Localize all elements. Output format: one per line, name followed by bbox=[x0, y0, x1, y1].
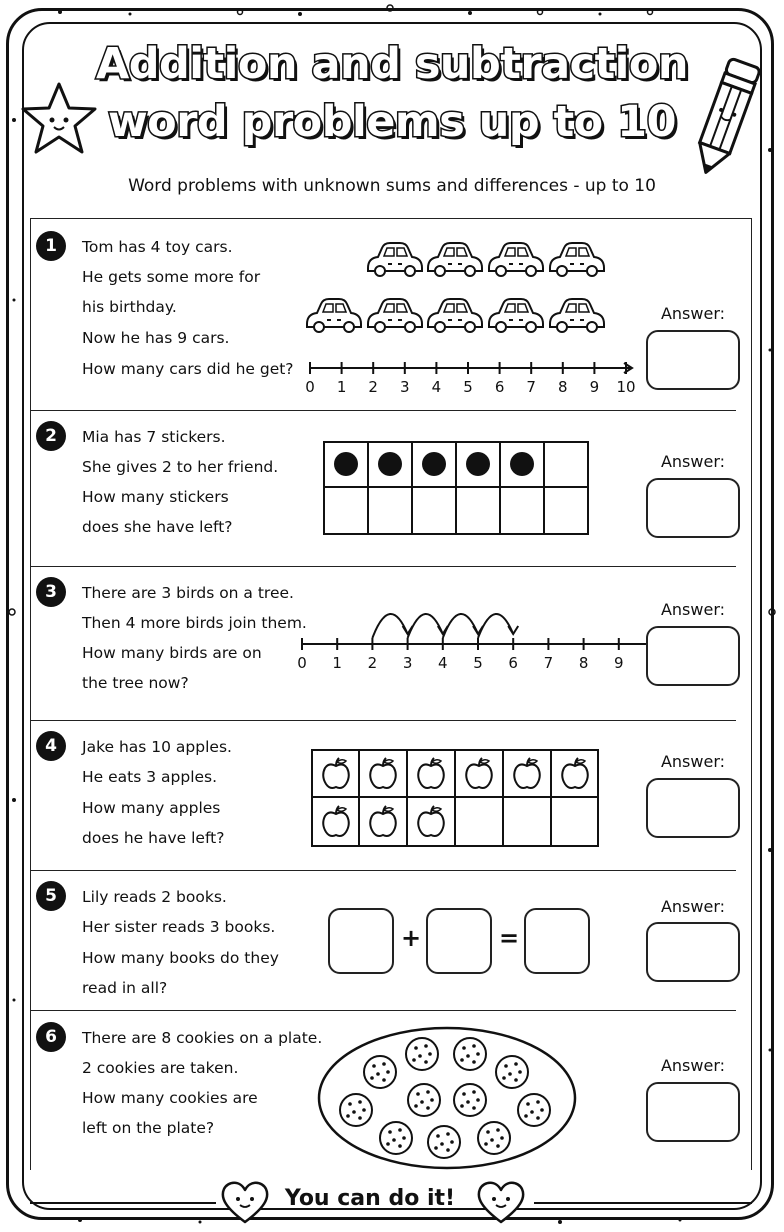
problem-1-text-line: his birthday. bbox=[82, 298, 177, 316]
problem-3-text-line: Then 4 more birds join them. bbox=[82, 614, 307, 632]
number-line-label: 9 bbox=[589, 378, 600, 396]
footer-rule-right bbox=[534, 1202, 752, 1204]
heart-icon bbox=[474, 1178, 528, 1226]
problem-divider bbox=[30, 566, 736, 567]
number-line-label: 4 bbox=[438, 654, 448, 672]
sticker-dot bbox=[378, 452, 402, 476]
toy-car-icon bbox=[428, 299, 482, 332]
number-line-label: 2 bbox=[367, 654, 378, 672]
problem-4-text-line: He eats 3 apples. bbox=[82, 768, 218, 786]
number-line-label: 6 bbox=[508, 654, 518, 672]
page-title-line-2: word problems up to 10 bbox=[107, 97, 677, 147]
problem-3-text-line: There are 3 birds on a tree. bbox=[82, 584, 294, 602]
problem-4-text-line: How many apples bbox=[82, 799, 221, 817]
number-line-label: 7 bbox=[543, 654, 554, 672]
problem-6-text-line: There are 8 cookies on a plate. bbox=[82, 1029, 323, 1047]
problem-5-text-line: Lily reads 2 books. bbox=[82, 888, 227, 906]
number-line-label: 1 bbox=[332, 654, 342, 672]
jump-arc bbox=[372, 614, 407, 638]
answer-label: Answer: bbox=[660, 600, 726, 619]
number-line-label: 1 bbox=[336, 378, 347, 396]
problem-4-text-line: Jake has 10 apples. bbox=[82, 738, 232, 756]
problem-number-2: 2 bbox=[36, 421, 66, 451]
answer-box-5[interactable] bbox=[646, 922, 740, 982]
problem-6-text-line: 2 cookies are taken. bbox=[82, 1059, 239, 1077]
problem-3-text-line: How many birds are on bbox=[82, 644, 262, 662]
answer-label: Answer: bbox=[660, 752, 726, 771]
answer-label: Answer: bbox=[660, 304, 726, 323]
problem-3-text-line: the tree now? bbox=[82, 674, 189, 692]
cookie-icon bbox=[454, 1084, 486, 1116]
number-line-label: 0 bbox=[305, 378, 315, 396]
toy-car-icon bbox=[489, 299, 543, 332]
sum-box[interactable] bbox=[524, 908, 590, 974]
problem-2-text-line: does she have left? bbox=[82, 518, 233, 536]
cookie-icon bbox=[454, 1038, 486, 1070]
footer-rule-left bbox=[30, 1202, 216, 1204]
problem-5-text-line: How many books do they bbox=[82, 949, 279, 967]
number-line-label: 3 bbox=[402, 654, 413, 672]
answer-label: Answer: bbox=[660, 1056, 726, 1075]
jump-arc bbox=[443, 614, 478, 638]
problem-1-text-line: Now he has 9 cars. bbox=[82, 329, 230, 347]
problem-number-3: 3 bbox=[36, 577, 66, 607]
toy-car-icon bbox=[550, 243, 604, 276]
problem-divider bbox=[30, 410, 736, 411]
problem-number-1: 1 bbox=[36, 231, 66, 261]
plus-sign: + bbox=[400, 924, 422, 952]
number-line-label: 2 bbox=[368, 378, 378, 396]
problem-5-text-line: Her sister reads 3 books. bbox=[82, 918, 276, 936]
page-subtitle: Word problems with unknown sums and differences - up to 10 bbox=[128, 176, 656, 196]
problem-6-text-line: How many cookies are bbox=[82, 1089, 258, 1107]
problem-2-text-line: How many stickers bbox=[82, 488, 229, 506]
toy-car-icon bbox=[307, 299, 361, 332]
heart-icon bbox=[218, 1178, 272, 1226]
cookie-icon bbox=[496, 1056, 528, 1088]
number-line-label: 7 bbox=[526, 378, 536, 396]
car-group-picture bbox=[300, 238, 610, 338]
addend-box-2[interactable] bbox=[426, 908, 492, 974]
number-line-label: 3 bbox=[400, 378, 410, 396]
page-title-line-1: Addition and subtraction bbox=[95, 39, 689, 89]
cookie-icon bbox=[478, 1122, 510, 1154]
problem-number-6: 6 bbox=[36, 1022, 66, 1052]
cookie-icon bbox=[408, 1084, 440, 1116]
encouragement-text: You can do it! bbox=[284, 1186, 456, 1211]
cookie-icon bbox=[428, 1126, 460, 1158]
jump-arrowhead bbox=[508, 626, 518, 634]
jump-arc bbox=[478, 614, 513, 638]
problem-divider bbox=[30, 720, 736, 721]
cookie-plate-picture bbox=[314, 1024, 580, 1174]
problem-1-text-line: He gets some more for bbox=[82, 268, 261, 286]
answer-box-6[interactable] bbox=[646, 1082, 740, 1142]
problem-1-text-line: Tom has 4 toy cars. bbox=[82, 238, 233, 256]
answer-label: Answer: bbox=[660, 897, 726, 916]
number-line-jumps-0-10 bbox=[290, 604, 630, 684]
number-line-label: 4 bbox=[431, 378, 442, 396]
number-line-label: 6 bbox=[494, 378, 505, 396]
problem-5-text-line: read in all? bbox=[82, 979, 168, 997]
equals-sign: = bbox=[498, 924, 520, 952]
number-line-label: 5 bbox=[473, 654, 483, 672]
sticker-dot bbox=[422, 452, 446, 476]
problem-6-text-line: left on the plate? bbox=[82, 1119, 215, 1137]
number-line-label: 10 bbox=[616, 378, 636, 396]
number-line-label: 5 bbox=[463, 378, 473, 396]
ten-frame-dots bbox=[322, 440, 590, 536]
sticker-dot bbox=[334, 452, 358, 476]
answer-label: Answer: bbox=[660, 452, 726, 471]
answer-box-2[interactable] bbox=[646, 478, 740, 538]
number-line-label: 0 bbox=[297, 654, 307, 672]
problem-divider bbox=[30, 870, 736, 871]
number-line-label: 8 bbox=[578, 654, 589, 672]
cookie-icon bbox=[340, 1094, 372, 1126]
cookie-icon bbox=[380, 1122, 412, 1154]
answer-box-1[interactable] bbox=[646, 330, 740, 390]
jump-arc bbox=[408, 614, 443, 638]
problem-number-5: 5 bbox=[36, 881, 66, 911]
answer-box-3[interactable] bbox=[646, 626, 740, 686]
sticker-dot bbox=[466, 452, 490, 476]
problem-1-text-line: How many cars did he get? bbox=[82, 360, 294, 378]
toy-car-icon bbox=[428, 243, 482, 276]
cookie-icon bbox=[364, 1056, 396, 1088]
problem-2-text-line: She gives 2 to her friend. bbox=[82, 458, 279, 476]
number-line-label: 8 bbox=[558, 378, 568, 396]
problem-number-4: 4 bbox=[36, 731, 66, 761]
problem-2-text-line: Mia has 7 stickers. bbox=[82, 428, 226, 446]
problem-divider bbox=[30, 1010, 736, 1011]
apple-grid-picture bbox=[310, 748, 602, 848]
number-line-0-10 bbox=[298, 358, 638, 400]
number-line-label: 9 bbox=[614, 654, 624, 672]
toy-car-icon bbox=[368, 243, 422, 276]
toy-car-icon bbox=[368, 299, 422, 332]
cookie-icon bbox=[406, 1038, 438, 1070]
toy-car-icon bbox=[489, 243, 543, 276]
cookie-icon bbox=[518, 1094, 550, 1126]
addend-box-1[interactable] bbox=[328, 908, 394, 974]
toy-car-icon bbox=[550, 299, 604, 332]
answer-box-4[interactable] bbox=[646, 778, 740, 838]
sticker-dot bbox=[510, 452, 534, 476]
problem-4-text-line: does he have left? bbox=[82, 829, 225, 847]
